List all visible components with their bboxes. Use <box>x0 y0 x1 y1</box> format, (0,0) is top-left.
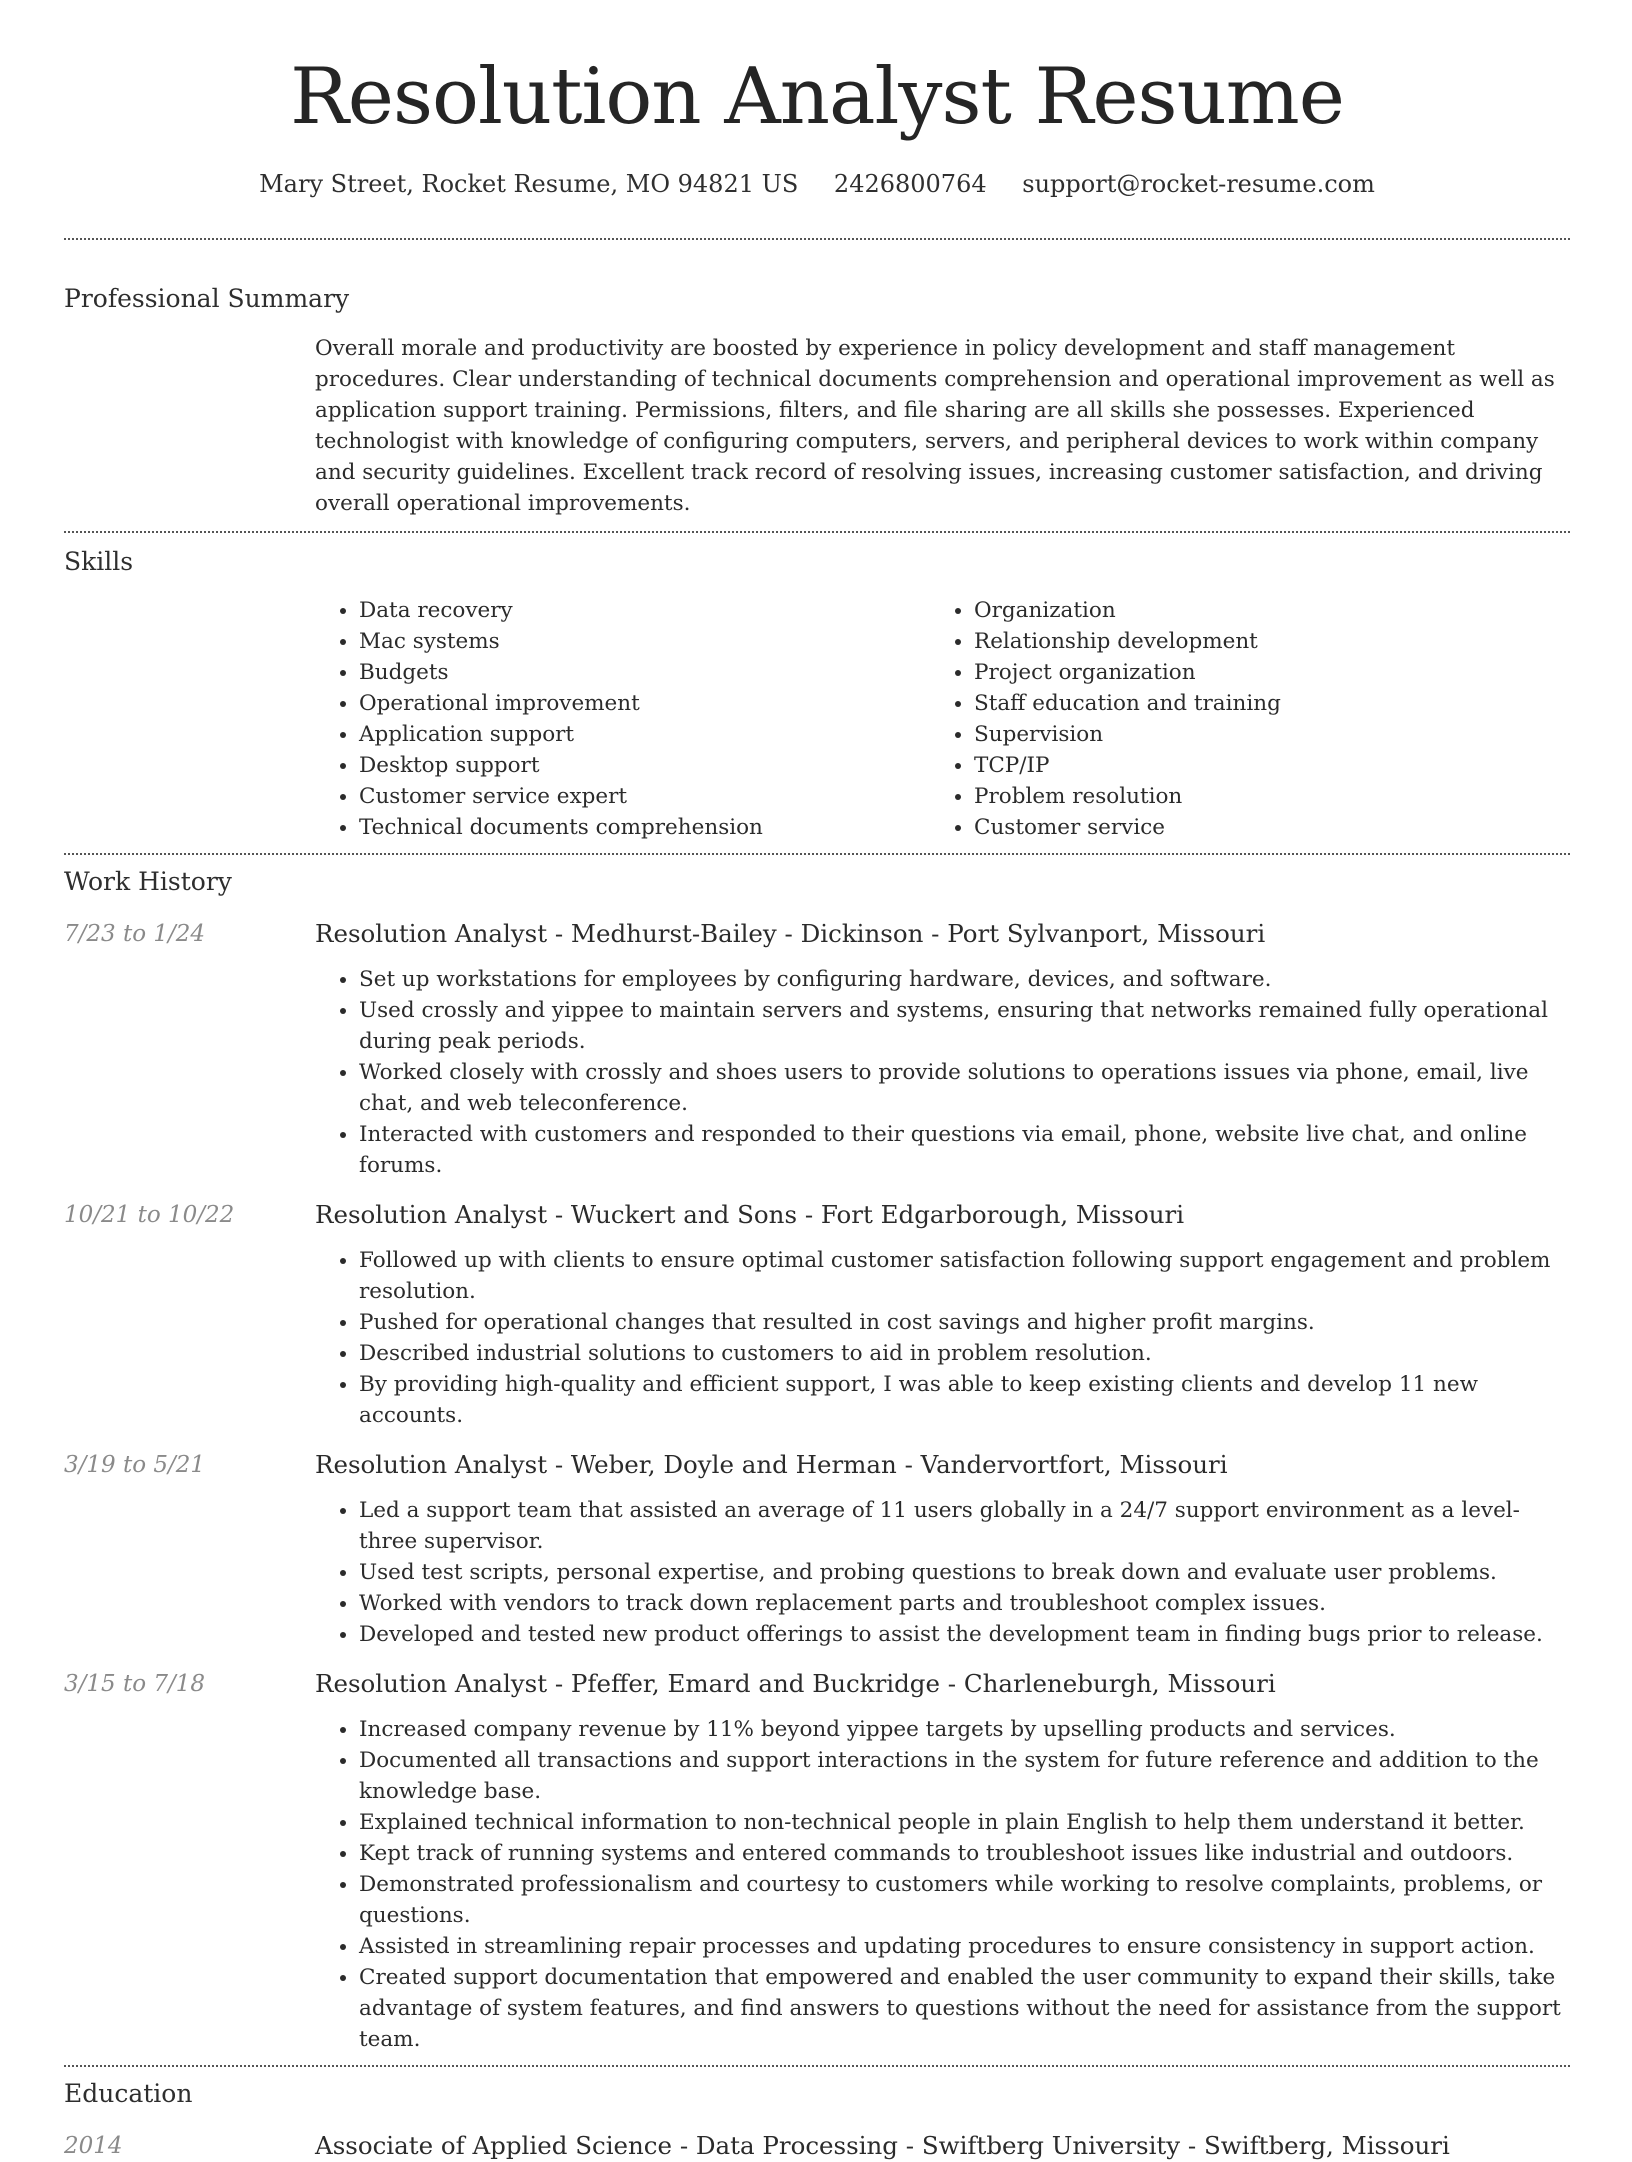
education-body <box>315 2130 1570 2162</box>
job-date: 3/15 to 7/18 <box>64 1671 206 1697</box>
skill-item: • Technical documents comprehension <box>359 812 930 843</box>
job-entry <box>64 1199 1570 1431</box>
skill-item: • Problem resolution <box>974 781 1534 812</box>
contact-line <box>64 170 1570 198</box>
skill-item: • Mac systems <box>359 626 930 657</box>
contact-email: support@rocket-resume.com <box>1022 170 1375 198</box>
job-bullet: • Used test scripts, personal expertise, and probing questions to break down and evaluate user problems. <box>359 1557 1570 1588</box>
skill-item: • Organization <box>974 595 1534 626</box>
section-divider <box>64 531 1570 533</box>
job-heading: Resolution Analyst - Wuckert and Sons - Fort Edgarborough, Missouri <box>315 1200 1185 1229</box>
job-body <box>315 1199 1570 1431</box>
job-bullet: • By providing high-quality and efficient support, I was able to keep existing clients and develop 11 new accounts. <box>359 1369 1570 1431</box>
job-body <box>315 1449 1570 1650</box>
skill-item: • Staff education and training <box>974 688 1534 719</box>
job-bullet: • Explained technical information to non-technical people in plain English to help them understand it better. <box>359 1807 1570 1838</box>
summary-text: Overall morale and productivity are boosted by experience in policy development and staff management procedures. Clear understanding of technical documents comprehension and operational improvement as well as application support training. Permissions, filters, and file sharing are all skills she possesses. Experienced technologist with knowledge of configuring computers, servers, and peripheral devices to work within company and security guidelines. Excellent track record of resolving issues, increasing customer satisfaction, and driving overall operational improvements. <box>315 336 1555 516</box>
job-bullet: • Demonstrated professionalism and courtesy to customers while working to resolve complaints, problems, or questions. <box>359 1869 1570 1931</box>
section-divider <box>64 2065 1570 2067</box>
work-history-heading: Work History <box>64 867 232 896</box>
job-bullets <box>315 1245 1570 1431</box>
resume-page <box>64 0 1570 2162</box>
skill-item: • Budgets <box>359 657 930 688</box>
job-heading: Resolution Analyst - Weber, Doyle and Herman - Vandervortfort, Missouri <box>315 1450 1228 1479</box>
skill-item: • Customer service expert <box>359 781 930 812</box>
skill-item: • Operational improvement <box>359 688 930 719</box>
job-date: 10/21 to 10/22 <box>64 1202 235 1228</box>
job-bullet: • Pushed for operational changes that resulted in cost savings and higher profit margins. <box>359 1307 1570 1338</box>
job-bullets <box>315 1714 1570 2055</box>
skill-item: • Customer service <box>974 812 1534 843</box>
page-title: Resolution Analyst Resume <box>290 52 1344 142</box>
job-body <box>315 1668 1570 2055</box>
skill-item: • Supervision <box>974 719 1534 750</box>
skills-heading: Skills <box>64 547 134 576</box>
education-date: 2014 <box>64 2133 123 2159</box>
section-divider <box>64 853 1570 855</box>
job-bullets <box>315 1495 1570 1650</box>
section-divider <box>64 238 1570 240</box>
job-entry <box>64 1449 1570 1650</box>
education-heading-line: Associate of Applied Science - Data Processing - Swiftberg University - Swiftberg, Missouri <box>315 2131 1450 2160</box>
job-date: 7/23 to 1/24 <box>64 921 206 947</box>
job-bullet: • Followed up with clients to ensure optimal customer satisfaction following support engagement and problem resolution. <box>359 1245 1570 1307</box>
contact-address: Mary Street, Rocket Resume, MO 94821 US <box>259 170 799 198</box>
job-bullet: • Assisted in streamlining repair processes and updating procedures to ensure consistency in support action. <box>359 1931 1570 1962</box>
summary-heading: Professional Summary <box>64 284 350 313</box>
job-entry <box>64 1668 1570 2055</box>
job-bullet: • Increased company revenue by 11% beyond yippee targets by upselling products and services. <box>359 1714 1570 1745</box>
skill-item: • Application support <box>359 719 930 750</box>
job-date: 3/19 to 5/21 <box>64 1452 206 1478</box>
skills-column-2 <box>930 595 1534 843</box>
job-bullet: • Created support documentation that empowered and enabled the user community to expand their skills, take advantage of system features, and find answers to questions without the need for assistance from the support team. <box>359 1962 1570 2055</box>
job-bullet: • Set up workstations for employees by configuring hardware, devices, and software. <box>359 964 1570 995</box>
job-bullet: • Kept track of running systems and entered commands to troubleshoot issues like industrial and outdoors. <box>359 1838 1570 1869</box>
skills-column-1 <box>315 595 930 843</box>
skill-item: • Relationship development <box>974 626 1534 657</box>
job-bullet: • Used crossly and yippee to maintain servers and systems, ensuring that networks remained fully operational during peak periods. <box>359 995 1570 1057</box>
education-entry <box>64 2130 1570 2162</box>
job-bullet: • Described industrial solutions to customers to aid in problem resolution. <box>359 1338 1570 1369</box>
job-entry <box>64 918 1570 1181</box>
job-bullet: • Developed and tested new product offerings to assist the development team in finding bugs prior to release. <box>359 1619 1570 1650</box>
job-heading: Resolution Analyst - Pfeffer, Emard and Buckridge - Charleneburgh, Missouri <box>315 1669 1276 1698</box>
job-bullets <box>315 964 1570 1181</box>
job-heading: Resolution Analyst - Medhurst-Bailey - Dickinson - Port Sylvanport, Missouri <box>315 919 1266 948</box>
skill-item: • TCP/IP <box>974 750 1534 781</box>
job-bullet: • Worked with vendors to track down replacement parts and troubleshoot complex issues. <box>359 1588 1570 1619</box>
job-body <box>315 918 1570 1181</box>
job-bullet: • Worked closely with crossly and shoes users to provide solutions to operations issues via phone, email, live chat, and web teleconference. <box>359 1057 1570 1119</box>
job-bullet: • Interacted with customers and responded to their questions via email, phone, website live chat, and online forums. <box>359 1119 1570 1181</box>
education-heading: Education <box>64 2079 193 2108</box>
skill-item: • Desktop support <box>359 750 930 781</box>
job-bullet: • Led a support team that assisted an average of 11 users globally in a 24/7 support environment as a level-three supervisor. <box>359 1495 1570 1557</box>
skill-item: • Data recovery <box>359 595 930 626</box>
contact-phone: 2426800764 <box>833 170 987 198</box>
skill-item: • Project organization <box>974 657 1534 688</box>
skills-list <box>315 595 1570 843</box>
job-bullet: • Documented all transactions and support interactions in the system for future reference and addition to the knowledge base. <box>359 1745 1570 1807</box>
